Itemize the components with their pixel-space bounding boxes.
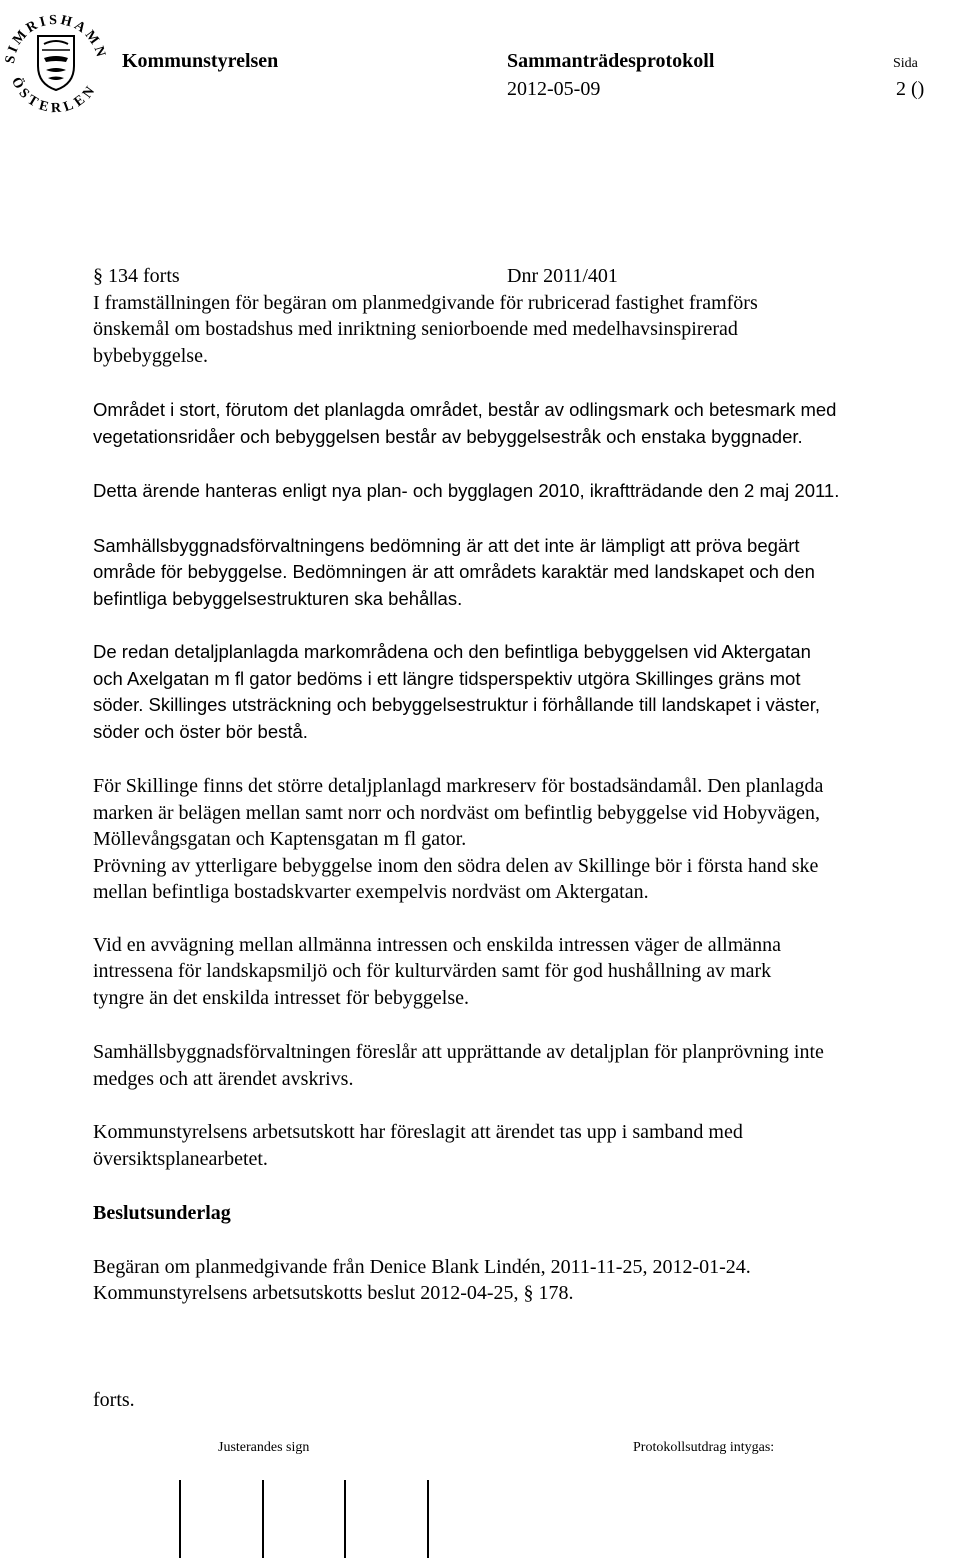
- text-line: mellan befintliga bostadskvarter exempelvis nordväst om Aktergatan.: [93, 881, 649, 903]
- text-line: önskemål om bostadshus med inriktning seniorboende med medelhavsinspirerad: [93, 318, 738, 340]
- text-line: Begäran om planmedgivande från Denice Blank Lindén, 2011-11-25, 2012-01-24.: [93, 1255, 751, 1278]
- text-line: Kommunstyrelsens arbetsutskotts beslut 2012-04-25, § 178.: [93, 1282, 574, 1304]
- paragraph-8: [93, 1039, 953, 1092]
- paragraph-2: [93, 397, 953, 450]
- paragraph-5: [93, 639, 953, 745]
- signature-footer: [0, 1440, 960, 1558]
- paragraph-4: [93, 533, 953, 613]
- page-label: Sida: [893, 56, 918, 71]
- attest-label: Protokollsutdrag intygas:: [633, 1440, 775, 1455]
- meeting-date: 2012-05-09: [507, 78, 601, 100]
- text-line: område för bebyggelse. Bedömningen är att områdets karaktär med landskapet och den: [93, 561, 815, 582]
- section-heading: [93, 263, 953, 290]
- signature-line: [262, 1480, 264, 1558]
- paragraph-1: [93, 290, 953, 370]
- text-line: marken är belägen mellan samt norr och nordväst om befintlig bebyggelse vid Hobyvägen,: [93, 801, 821, 824]
- organization-name: Kommunstyrelsen: [122, 50, 279, 72]
- text-line: Detta ärende hanteras enligt nya plan- och bygglagen 2010, ikraftträdande den 2 maj 2011.: [93, 480, 840, 501]
- page-number: 2 (): [896, 78, 925, 100]
- text-line: söder. Skillinges utsträckning och bebyggelsestruktur i förhållande till landskapet i väster,: [93, 694, 821, 715]
- paragraph-7: [93, 932, 953, 1012]
- text-line: översiktsplanearbetet.: [93, 1147, 268, 1170]
- simrishamn-logo: [0, 0, 112, 118]
- paragraph-9: [93, 1119, 953, 1172]
- document-type: Sammanträdesprotokoll: [507, 50, 715, 72]
- text-line: Prövning av ytterligare bebyggelse inom den södra delen av Skillinge bör i första hand ske: [93, 854, 819, 877]
- paragraph-6: [93, 773, 953, 906]
- text-line: I framställningen för begäran om planmedgivande för rubricerad fastighet framförs: [93, 291, 758, 314]
- paragraph-reference: § 134 forts: [93, 265, 180, 287]
- svg-text:ÖSTERLEN: ÖSTERLEN: [7, 75, 101, 117]
- text-line: medges och att ärendet avskrivs.: [93, 1067, 354, 1090]
- signature-line: [427, 1480, 429, 1558]
- text-line: För Skillinge finns det större detaljplanlagd markreserv för bostadsändamål. Den planlagda: [93, 775, 824, 797]
- text-line: Vid en avvägning mellan allmänna intressen och enskilda intressen väger de allmänna: [93, 933, 782, 956]
- text-line: Möllevångsgatan och Kaptensgatan m fl gator.: [93, 828, 467, 850]
- case-number: Dnr 2011/401: [507, 265, 618, 287]
- text-line: Samhällsbyggnadsförvaltningens bedömning är att det inte är lämpligt att pröva begärt: [93, 534, 800, 556]
- signature-line: [344, 1480, 346, 1558]
- protocol-section: [93, 263, 953, 1413]
- text-line: Samhällsbyggnadsförvaltningen föreslår att upprättande av detaljplan för planprövning inte: [93, 1041, 824, 1063]
- text-line: tyngre än det enskilda intresset för bebyggelse.: [93, 986, 469, 1009]
- text-line: bybebyggelse.: [93, 344, 208, 367]
- signature-line: [179, 1480, 181, 1558]
- svg-text:SIMRISHAMN: SIMRISHAMN: [2, 12, 109, 65]
- text-line: Området i stort, förutom det planlagda området, består av odlingsmark och betesmark med: [93, 399, 837, 420]
- text-line: Kommunstyrelsens arbetsutskott har föreslagit att ärendet tas upp i samband med: [93, 1121, 743, 1143]
- decision-basis-heading: Beslutsunderlag: [93, 1202, 231, 1224]
- paragraph-3: [93, 478, 953, 505]
- text-line: De redan detaljplanlagda markområdena och den befintliga bebyggelsen vid Aktergatan: [93, 641, 811, 662]
- decision-basis: [93, 1200, 953, 1307]
- continued-marker: forts.: [93, 1388, 135, 1411]
- text-line: intressena för landskapsmiljö och för kulturvärden samt för god hushållning av mark: [93, 960, 772, 982]
- text-line: och Axelgatan m fl gator bedöms i ett längre tidsperspektiv utgöra Skillinges gräns mot: [93, 667, 801, 689]
- text-line: söder och öster bör bestå.: [93, 720, 308, 742]
- sign-label: Justerandes sign: [218, 1440, 310, 1455]
- text-line: vegetationsridåer och bebyggelsen består av bebyggelsestråk och enstaka byggnader.: [93, 425, 803, 447]
- text-line: befintliga bebyggelsestrukturen ska behållas.: [93, 587, 463, 609]
